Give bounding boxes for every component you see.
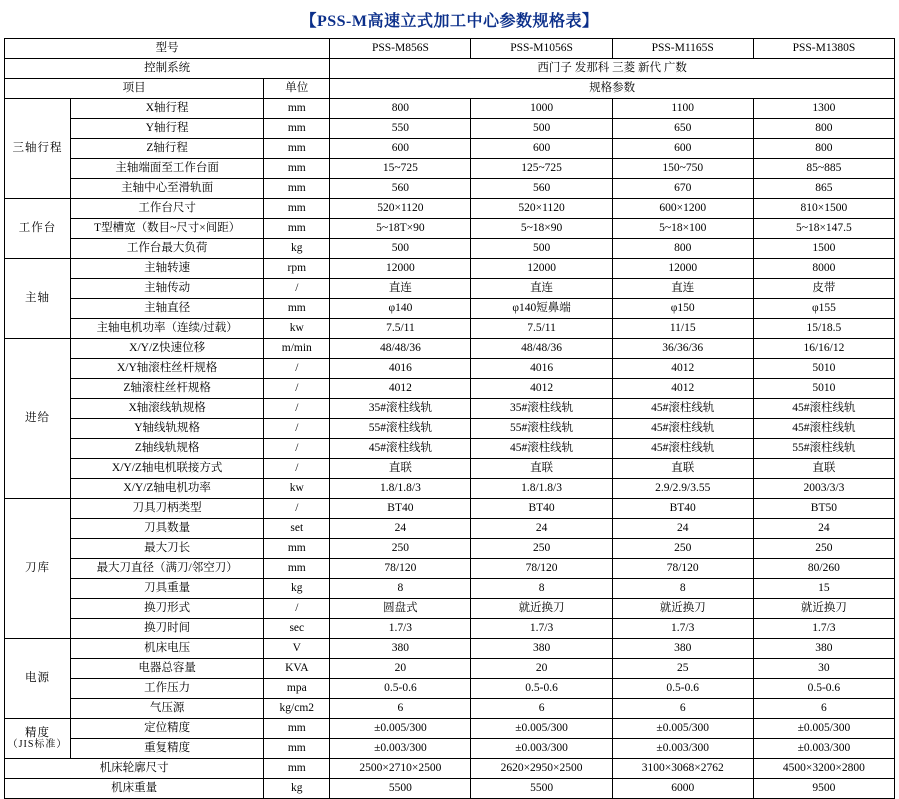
table-row [5, 459, 895, 479]
value-cell: φ155 [753, 299, 894, 319]
table-row [5, 739, 895, 759]
item-label-cell: 主轴直径 [71, 299, 264, 319]
value-cell: 12000 [330, 259, 471, 279]
value-cell: 5010 [753, 359, 894, 379]
unit-cell: / [264, 499, 330, 519]
unit-cell: mm [264, 99, 330, 119]
value-cell: BT50 [753, 499, 894, 519]
value-cell: 35#滚柱线轨 [471, 399, 612, 419]
value-cell: 250 [471, 539, 612, 559]
group-label-accuracy-main: 精度 [25, 726, 51, 739]
value-cell: 45#滚柱线轨 [753, 419, 894, 439]
value-cell: 16/16/12 [753, 339, 894, 359]
unit-cell: kw [264, 319, 330, 339]
item-label-cell: 重复精度 [71, 739, 264, 759]
specification-table [4, 38, 895, 799]
value-cell: 560 [330, 179, 471, 199]
value-cell: 36/36/36 [612, 339, 753, 359]
item-label-cell: 机床重量 [5, 779, 264, 799]
unit-cell: sec [264, 619, 330, 639]
table-row [5, 299, 895, 319]
unit-cell: rpm [264, 259, 330, 279]
item-label-cell: 机床轮廓尺寸 [5, 759, 264, 779]
item-label: 项目 [5, 79, 264, 99]
item-label-cell: 主轴传动 [71, 279, 264, 299]
value-cell: 78/120 [471, 559, 612, 579]
value-cell: 2620×2950×2500 [471, 759, 612, 779]
value-cell: 1.8/1.8/3 [330, 479, 471, 499]
unit-cell: set [264, 519, 330, 539]
item-label-cell: 刀具数量 [71, 519, 264, 539]
value-cell: 1.8/1.8/3 [471, 479, 612, 499]
unit-cell: / [264, 379, 330, 399]
value-cell: 1500 [753, 239, 894, 259]
table-row [5, 539, 895, 559]
table-row [5, 639, 895, 659]
table-row [5, 719, 895, 739]
unit-cell: mm [264, 179, 330, 199]
unit-cell: / [264, 419, 330, 439]
value-cell: 皮带 [753, 279, 894, 299]
unit-cell: mpa [264, 679, 330, 699]
item-label-cell: X/Y/Z快速位移 [71, 339, 264, 359]
value-cell: 24 [612, 519, 753, 539]
item-label-cell: Y轴线轨规格 [71, 419, 264, 439]
item-label-cell: 换刀形式 [71, 599, 264, 619]
value-cell: 0.5-0.6 [330, 679, 471, 699]
control-system-value: 西门子 发那科 三菱 新代 广数 [330, 59, 895, 79]
unit-cell: mm [264, 539, 330, 559]
unit-cell: mm [264, 159, 330, 179]
unit-cell: / [264, 439, 330, 459]
unit-cell: mm [264, 559, 330, 579]
value-cell: 直连 [612, 279, 753, 299]
spec-label: 规格参数 [330, 79, 895, 99]
value-cell: 7.5/11 [330, 319, 471, 339]
item-label-cell: 电器总容量 [71, 659, 264, 679]
value-cell: 55#滚柱线轨 [471, 419, 612, 439]
table-row-model-header [5, 39, 895, 59]
table-row [5, 119, 895, 139]
value-cell: 1.7/3 [753, 619, 894, 639]
table-row [5, 759, 895, 779]
table-row [5, 679, 895, 699]
value-cell: 12000 [612, 259, 753, 279]
item-label-cell: 换刀时间 [71, 619, 264, 639]
value-cell: 2500×2710×2500 [330, 759, 471, 779]
value-cell: ±0.005/300 [471, 719, 612, 739]
value-cell: 2003/3/3 [753, 479, 894, 499]
table-row [5, 339, 895, 359]
item-label-cell: T型槽宽（数目~尺寸×间距） [71, 219, 264, 239]
unit-cell: m/min [264, 339, 330, 359]
value-cell: 直联 [471, 459, 612, 479]
table-row [5, 379, 895, 399]
item-label-cell: Z轴行程 [71, 139, 264, 159]
value-cell: 1.7/3 [471, 619, 612, 639]
value-cell: BT40 [330, 499, 471, 519]
value-cell: 1100 [612, 99, 753, 119]
value-cell: 600×1200 [612, 199, 753, 219]
value-cell: 5~18×100 [612, 219, 753, 239]
unit-cell: mm [264, 199, 330, 219]
value-cell: 20 [471, 659, 612, 679]
value-cell: 0.5-0.6 [471, 679, 612, 699]
value-cell: 150~750 [612, 159, 753, 179]
value-cell: 24 [330, 519, 471, 539]
item-label-cell: 刀具重量 [71, 579, 264, 599]
table-row [5, 499, 895, 519]
value-cell: 45#滚柱线轨 [753, 399, 894, 419]
value-cell: 380 [612, 639, 753, 659]
value-cell: 800 [612, 239, 753, 259]
value-cell: 600 [612, 139, 753, 159]
table-row [5, 419, 895, 439]
value-cell: 4012 [330, 379, 471, 399]
value-cell: 5~18×147.5 [753, 219, 894, 239]
group-label-accuracy [5, 719, 71, 759]
table-row [5, 779, 895, 799]
value-cell: 48/48/36 [330, 339, 471, 359]
value-cell: 0.5-0.6 [612, 679, 753, 699]
table-row [5, 219, 895, 239]
value-cell: 5~18×90 [471, 219, 612, 239]
table-row-control-system [5, 59, 895, 79]
table-row [5, 659, 895, 679]
value-cell: 85~885 [753, 159, 894, 179]
item-label-cell: Z轴线轨规格 [71, 439, 264, 459]
unit-cell: mm [264, 759, 330, 779]
value-cell: 5500 [330, 779, 471, 799]
control-system-label: 控制系统 [5, 59, 330, 79]
unit-cell: mm [264, 219, 330, 239]
item-label-cell: 气压源 [71, 699, 264, 719]
value-cell: BT40 [471, 499, 612, 519]
value-cell: 78/120 [330, 559, 471, 579]
table-row [5, 519, 895, 539]
model-name-2: PSS-M1056S [471, 39, 612, 59]
value-cell: 520×1120 [330, 199, 471, 219]
value-cell: 800 [753, 119, 894, 139]
value-cell: 600 [330, 139, 471, 159]
unit-cell: mm [264, 119, 330, 139]
group-label-toolmagazine: 刀库 [5, 499, 71, 639]
item-label-cell: 主轴端面至工作台面 [71, 159, 264, 179]
unit-cell: kg [264, 239, 330, 259]
value-cell: ±0.005/300 [753, 719, 894, 739]
unit-cell: / [264, 399, 330, 419]
unit-cell: / [264, 279, 330, 299]
item-label-cell: 主轴中心至滑轨面 [71, 179, 264, 199]
table-row [5, 159, 895, 179]
value-cell: ±0.003/300 [753, 739, 894, 759]
value-cell: 6 [612, 699, 753, 719]
value-cell: 直联 [330, 459, 471, 479]
item-label-cell: Z轴滚柱丝杆规格 [71, 379, 264, 399]
value-cell: 380 [330, 639, 471, 659]
unit-cell: mm [264, 739, 330, 759]
value-cell: 45#滚柱线轨 [612, 439, 753, 459]
value-cell: 5500 [471, 779, 612, 799]
value-cell: 670 [612, 179, 753, 199]
table-row [5, 279, 895, 299]
value-cell: φ140短鼻端 [471, 299, 612, 319]
table-row [5, 319, 895, 339]
value-cell: BT40 [612, 499, 753, 519]
value-cell: 直联 [753, 459, 894, 479]
value-cell: 4500×3200×2800 [753, 759, 894, 779]
group-label-feed: 进给 [5, 339, 71, 499]
value-cell: 520×1120 [471, 199, 612, 219]
value-cell: 6 [330, 699, 471, 719]
value-cell: 55#滚柱线轨 [330, 419, 471, 439]
value-cell: 1.7/3 [330, 619, 471, 639]
value-cell: 8 [471, 579, 612, 599]
value-cell: 6 [471, 699, 612, 719]
unit-cell: KVA [264, 659, 330, 679]
value-cell: 6000 [612, 779, 753, 799]
value-cell: ±0.003/300 [330, 739, 471, 759]
value-cell: 0.5-0.6 [753, 679, 894, 699]
value-cell: ±0.003/300 [612, 739, 753, 759]
value-cell: 15 [753, 579, 894, 599]
table-row [5, 399, 895, 419]
value-cell: 30 [753, 659, 894, 679]
value-cell: 45#滚柱线轨 [612, 399, 753, 419]
unit-cell: / [264, 599, 330, 619]
item-label-cell: Y轴行程 [71, 119, 264, 139]
item-label-cell: X/Y/Z轴电机功率 [71, 479, 264, 499]
table-row [5, 479, 895, 499]
table-row [5, 599, 895, 619]
unit-cell: mm [264, 299, 330, 319]
item-label-cell: 工作台最大负荷 [71, 239, 264, 259]
value-cell: 15~725 [330, 159, 471, 179]
unit-cell: mm [264, 719, 330, 739]
table-row [5, 179, 895, 199]
value-cell: 8 [612, 579, 753, 599]
value-cell: 24 [753, 519, 894, 539]
table-row [5, 259, 895, 279]
value-cell: 直连 [471, 279, 612, 299]
table-row-column-header [5, 79, 895, 99]
page-title: 【PSS-M高速立式加工中心参数规格表】 [300, 13, 599, 30]
item-label-cell: 主轴电机功率（连续/过载） [71, 319, 264, 339]
value-cell: 5010 [753, 379, 894, 399]
value-cell: 11/15 [612, 319, 753, 339]
value-cell: 就近换刀 [753, 599, 894, 619]
value-cell: 250 [330, 539, 471, 559]
table-row [5, 199, 895, 219]
value-cell: φ150 [612, 299, 753, 319]
value-cell: 55#滚柱线轨 [753, 439, 894, 459]
value-cell: ±0.005/300 [330, 719, 471, 739]
value-cell: 560 [471, 179, 612, 199]
item-label-cell: 最大刀直径（满刀/邻空刀） [71, 559, 264, 579]
value-cell: 800 [753, 139, 894, 159]
value-cell: 15/18.5 [753, 319, 894, 339]
value-cell: 500 [471, 239, 612, 259]
table-row [5, 139, 895, 159]
value-cell: 1000 [471, 99, 612, 119]
value-cell: 24 [471, 519, 612, 539]
value-cell: 80/260 [753, 559, 894, 579]
value-cell: 78/120 [612, 559, 753, 579]
table-row [5, 439, 895, 459]
table-row [5, 699, 895, 719]
value-cell: 45#滚柱线轨 [330, 439, 471, 459]
value-cell: 45#滚柱线轨 [471, 439, 612, 459]
group-label-power: 电源 [5, 639, 71, 719]
table-row [5, 99, 895, 119]
table-row [5, 239, 895, 259]
item-label-cell: X轴滚线轨规格 [71, 399, 264, 419]
unit-cell: / [264, 359, 330, 379]
unit-cell: kg [264, 779, 330, 799]
value-cell: 4012 [471, 379, 612, 399]
value-cell: 1.7/3 [612, 619, 753, 639]
unit-label: 单位 [264, 79, 330, 99]
value-cell: 7.5/11 [471, 319, 612, 339]
item-label-cell: 主轴转速 [71, 259, 264, 279]
value-cell: 直联 [612, 459, 753, 479]
value-cell: 20 [330, 659, 471, 679]
value-cell: 圆盘式 [330, 599, 471, 619]
model-name-1: PSS-M856S [330, 39, 471, 59]
value-cell: 25 [612, 659, 753, 679]
item-label-cell: 工作压力 [71, 679, 264, 699]
value-cell: 8000 [753, 259, 894, 279]
value-cell: 9500 [753, 779, 894, 799]
unit-cell: mm [264, 139, 330, 159]
value-cell: φ140 [330, 299, 471, 319]
value-cell: 865 [753, 179, 894, 199]
value-cell: 4012 [612, 379, 753, 399]
value-cell: 就近换刀 [612, 599, 753, 619]
group-label-table: 工作台 [5, 199, 71, 259]
group-label-travel: 三轴行程 [5, 99, 71, 199]
value-cell: 就近换刀 [471, 599, 612, 619]
value-cell: 250 [612, 539, 753, 559]
value-cell: 250 [753, 539, 894, 559]
value-cell: 125~725 [471, 159, 612, 179]
value-cell: 12000 [471, 259, 612, 279]
value-cell: 2.9/2.9/3.55 [612, 479, 753, 499]
group-label-spindle: 主轴 [5, 259, 71, 339]
value-cell: 380 [753, 639, 894, 659]
unit-cell: kg [264, 579, 330, 599]
model-name-3: PSS-M1165S [612, 39, 753, 59]
group-label-accuracy-sub: （JIS标准） [7, 739, 68, 751]
item-label-cell: 定位精度 [71, 719, 264, 739]
item-label-cell: X/Y轴滚柱丝杆规格 [71, 359, 264, 379]
model-label: 型号 [5, 39, 330, 59]
value-cell: 650 [612, 119, 753, 139]
value-cell: 500 [471, 119, 612, 139]
value-cell: 810×1500 [753, 199, 894, 219]
model-name-4: PSS-M1380S [753, 39, 894, 59]
value-cell: 3100×3068×2762 [612, 759, 753, 779]
value-cell: 4016 [330, 359, 471, 379]
item-label-cell: 机床电压 [71, 639, 264, 659]
table-row [5, 359, 895, 379]
table-row [5, 619, 895, 639]
table-row [5, 579, 895, 599]
unit-cell: kw [264, 479, 330, 499]
value-cell: 6 [753, 699, 894, 719]
value-cell: 380 [471, 639, 612, 659]
item-label-cell: 刀具刀柄类型 [71, 499, 264, 519]
value-cell: 1300 [753, 99, 894, 119]
value-cell: 500 [330, 239, 471, 259]
item-label-cell: X/Y/Z轴电机联接方式 [71, 459, 264, 479]
item-label-cell: 工作台尺寸 [71, 199, 264, 219]
value-cell: 8 [330, 579, 471, 599]
value-cell: ±0.003/300 [471, 739, 612, 759]
item-label-cell: X轴行程 [71, 99, 264, 119]
unit-cell: kg/cm2 [264, 699, 330, 719]
value-cell: 800 [330, 99, 471, 119]
value-cell: 35#滚柱线轨 [330, 399, 471, 419]
value-cell: 直连 [330, 279, 471, 299]
value-cell: 550 [330, 119, 471, 139]
unit-cell: V [264, 639, 330, 659]
unit-cell: / [264, 459, 330, 479]
value-cell: 45#滚柱线轨 [612, 419, 753, 439]
item-label-cell: 最大刀长 [71, 539, 264, 559]
value-cell: 4012 [612, 359, 753, 379]
value-cell: 4016 [471, 359, 612, 379]
table-row [5, 559, 895, 579]
value-cell: ±0.005/300 [612, 719, 753, 739]
value-cell: 5~18T×90 [330, 219, 471, 239]
value-cell: 48/48/36 [471, 339, 612, 359]
value-cell: 600 [471, 139, 612, 159]
